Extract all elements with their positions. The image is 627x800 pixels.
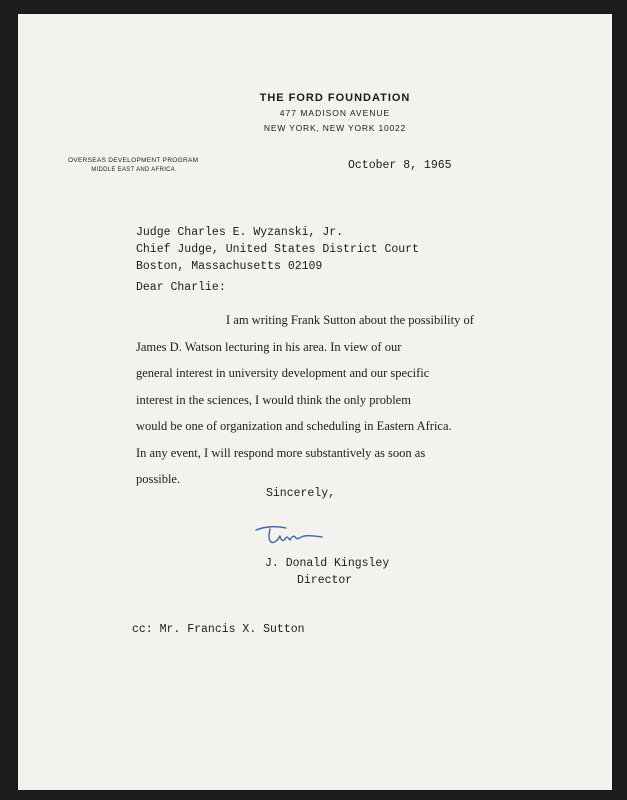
- letter-page: [18, 14, 612, 790]
- letter-date: October 8, 1965: [348, 159, 452, 172]
- program-region: MIDDLE EAST AND AFRICA: [91, 167, 176, 173]
- letterhead-city: NEW YORK, NEW YORK 10022: [263, 123, 407, 133]
- letterhead: [18, 92, 612, 133]
- body-line: possible.: [136, 472, 181, 486]
- body-line: In any event, I will respond more substantively as soon as: [136, 445, 426, 460]
- program-name: OVERSEAS DEVELOPMENT PROGRAM: [68, 157, 199, 164]
- recipient-address: [136, 224, 419, 275]
- body-line: James D. Watson lecturing in his area. In view of our: [136, 339, 402, 354]
- signer-name: J. Donald Kingsley: [265, 557, 390, 570]
- recipient-city: Boston, Massachusetts 02109: [136, 260, 323, 273]
- recipient-name: Judge Charles E. Wyzanski, Jr.: [136, 226, 344, 239]
- signer-title: Director: [297, 574, 353, 587]
- letterhead-street: 477 MADISON AVENUE: [279, 108, 391, 118]
- closing: Sincerely,: [266, 487, 336, 500]
- recipient-position: Chief Judge, United States District Court: [136, 243, 419, 256]
- body-line: interest in the sciences, I would think the only problem: [136, 392, 411, 407]
- program-block: [68, 157, 198, 173]
- signature-scribble: [252, 523, 332, 549]
- body-line: I am writing Frank Sutton about the possibility of: [226, 313, 474, 327]
- letterhead-org-name: THE FORD FOUNDATION: [259, 92, 411, 104]
- body-line: general interest in university development and our specific: [136, 366, 430, 380]
- body-line: would be one of organization and scheduling in Eastern Africa.: [136, 419, 452, 433]
- cc-line: cc: Mr. Francis X. Sutton: [132, 623, 305, 636]
- handwritten-signature: [252, 523, 332, 554]
- salutation: Dear Charlie:: [136, 281, 226, 294]
- letter-body: [136, 307, 566, 493]
